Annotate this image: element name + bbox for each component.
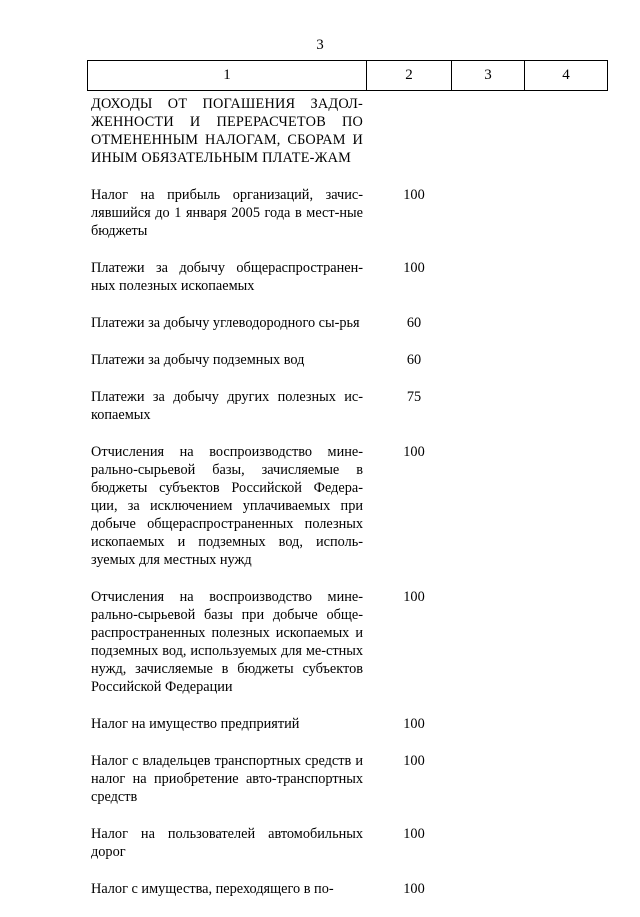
row-value: 60 bbox=[406, 315, 422, 331]
table-row bbox=[91, 752, 611, 806]
column-header-1: 1 bbox=[88, 61, 367, 91]
table-row bbox=[91, 314, 611, 332]
income-table-body bbox=[91, 95, 611, 917]
column-header-table bbox=[87, 60, 608, 91]
row-description: Платежи за добычу общераспространен-ных полезных ископаемых bbox=[91, 260, 363, 294]
column-header-row bbox=[88, 61, 608, 91]
row-description: Налог с владельцев транспортных средств и налог на приобретение авто-транспортных средств bbox=[91, 753, 363, 805]
row-description: Платежи за добычу подземных вод bbox=[91, 352, 305, 368]
column-header-3: 3 bbox=[452, 61, 525, 91]
row-description: Налог на прибыль организаций, зачис-лявшийся до 1 января 2005 года в мест-ные бюджеты bbox=[91, 187, 363, 239]
table-row bbox=[91, 880, 611, 898]
row-value: 100 bbox=[403, 826, 425, 842]
table-row bbox=[91, 388, 611, 424]
row-value: 100 bbox=[403, 444, 425, 460]
table-row bbox=[91, 351, 611, 369]
table-row bbox=[91, 715, 611, 733]
table-row bbox=[91, 95, 611, 167]
row-description: Отчисления на воспроизводство мине-рально-сырьевой базы при добыче обще-распространенных полезных ископаемых и подземных вод, используемых для ме-стных нужд, зачисляемые в бюджеты субъектов Российской Федерации bbox=[91, 589, 363, 695]
row-value: 100 bbox=[403, 881, 425, 897]
table-row bbox=[91, 443, 611, 569]
table-row bbox=[91, 186, 611, 240]
table-row bbox=[91, 825, 611, 861]
table-row bbox=[91, 588, 611, 696]
row-value: 100 bbox=[403, 260, 425, 276]
row-description: Платежи за добычу углеводородного сы-рья bbox=[91, 315, 360, 331]
column-header-4: 4 bbox=[525, 61, 608, 91]
row-value: 100 bbox=[403, 753, 425, 769]
row-description: Налог с имущества, переходящего в по- bbox=[91, 881, 334, 897]
row-description: Налог на пользователей автомобильных дорог bbox=[91, 826, 363, 860]
column-header-2: 2 bbox=[367, 61, 452, 91]
row-value: 100 bbox=[403, 589, 425, 605]
row-value: 100 bbox=[403, 187, 425, 203]
section-heading: ДОХОДЫ ОТ ПОГАШЕНИЯ ЗАДОЛ-ЖЕННОСТИ И ПЕРЕРАСЧЕТОВ ПО ОТМЕНЕННЫМ НАЛОГАМ, СБОРАМ И ИНЫМ ОБЯЗАТЕЛЬНЫМ ПЛАТЕ-ЖАМ bbox=[91, 96, 363, 166]
row-value: 75 bbox=[406, 389, 422, 405]
page-number: 3 bbox=[316, 37, 324, 53]
row-description: Налог на имущество предприятий bbox=[91, 716, 300, 732]
row-description: Платежи за добычу других полезных ис-копаемых bbox=[91, 389, 363, 423]
row-value: 100 bbox=[403, 716, 425, 732]
row-value: 60 bbox=[406, 352, 422, 368]
row-description: Отчисления на воспроизводство мине-рально-сырьевой базы, зачисляемые в бюджеты субъектов Российской Федера-ции, за исключением уплачиваемых при добыче общераспространенных полезных ископаемых и подземных вод, исполь-зуемых для местных нужд bbox=[91, 444, 363, 568]
table-row bbox=[91, 259, 611, 295]
